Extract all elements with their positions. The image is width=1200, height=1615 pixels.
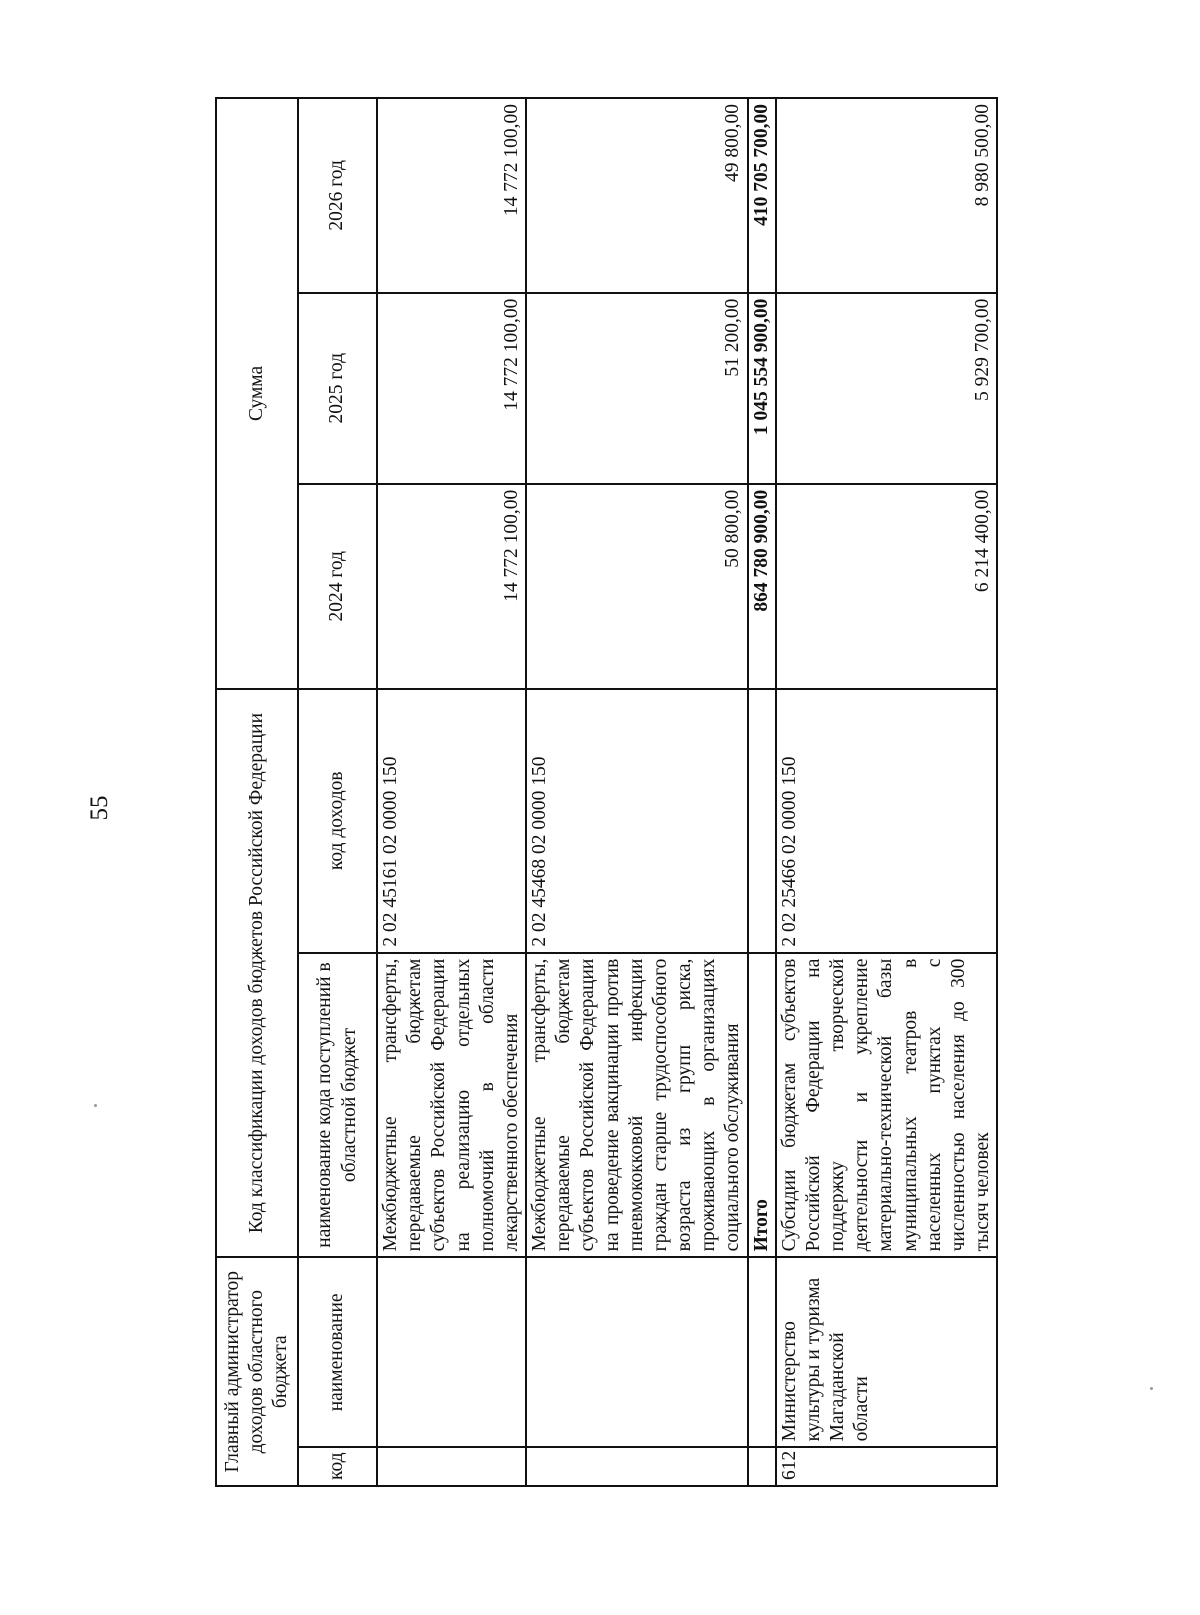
header-admin-code: код bbox=[298, 1447, 377, 1486]
cell-income-code bbox=[748, 689, 776, 953]
header-classification-group: Код классификации доходов бюджетов Российской Федерации bbox=[216, 689, 298, 1258]
total-value-2025: 1 045 554 900,00 bbox=[748, 293, 776, 484]
cell-value-2024: 14 772 100,00 bbox=[377, 484, 526, 689]
budget-income-table bbox=[215, 97, 998, 1487]
header-row-groups bbox=[216, 98, 298, 1486]
total-value-2026: 410 705 700,00 bbox=[748, 98, 776, 293]
header-sum-group: Сумма bbox=[216, 98, 298, 689]
cell-income-code: 2 02 25466 02 0000 150 bbox=[776, 689, 998, 953]
total-value-2024: 864 780 900,00 bbox=[748, 484, 776, 689]
page-number: 55 bbox=[86, 795, 113, 821]
total-row bbox=[748, 98, 776, 1486]
header-year-2026: 2026 год bbox=[298, 98, 377, 293]
cell-value-2026: 8 980 500,00 bbox=[776, 98, 998, 293]
cell-admin-name bbox=[377, 1257, 526, 1447]
header-income-name: наименование кода поступлений в областной бюджет bbox=[298, 953, 377, 1258]
scan-speck bbox=[94, 1104, 97, 1107]
cell-income-name: Межбюджетные трансферты, передаваемые бюджетам субъектов Российской Федерации на реализацию отдельных полномочий в области лекарственного обеспечения bbox=[377, 953, 526, 1258]
cell-value-2026: 49 800,00 bbox=[526, 98, 748, 293]
cell-admin-code bbox=[377, 1447, 526, 1486]
rotated-page-content bbox=[215, 97, 1001, 1487]
cell-admin-code bbox=[748, 1447, 776, 1486]
cell-income-code: 2 02 45468 02 0000 150 bbox=[526, 689, 748, 953]
header-admin-name: наименование bbox=[298, 1257, 377, 1447]
cell-income-code: 2 02 45161 02 0000 150 bbox=[377, 689, 526, 953]
table-row bbox=[377, 98, 526, 1486]
cell-admin-name bbox=[748, 1257, 776, 1447]
header-year-2025: 2025 год bbox=[298, 293, 377, 484]
scan-speck bbox=[1150, 1387, 1153, 1390]
cell-admin-code: 612 bbox=[776, 1447, 998, 1486]
header-income-code: код доходов bbox=[298, 689, 377, 953]
cell-value-2024: 50 800,00 bbox=[526, 484, 748, 689]
cell-admin-name: Министерство культуры и туризма Магаданской области bbox=[776, 1257, 998, 1447]
cell-value-2025: 14 772 100,00 bbox=[377, 293, 526, 484]
cell-admin-name bbox=[526, 1257, 748, 1447]
header-admin-group: Главный администратор доходов областного бюджета bbox=[216, 1257, 298, 1486]
cell-income-name: Межбюджетные трансферты, передаваемые бюджетам субъектов Российской Федерации на проведение вакцинации против пневмококковой инфекции граждан старше трудоспособного возраста из групп риска, проживающих в организациях социального обслуживания bbox=[526, 953, 748, 1258]
cell-value-2025: 51 200,00 bbox=[526, 293, 748, 484]
cell-value-2024: 6 214 400,00 bbox=[776, 484, 998, 689]
cell-admin-code bbox=[526, 1447, 748, 1486]
header-year-2024: 2024 год bbox=[298, 484, 377, 689]
table-row bbox=[776, 98, 998, 1486]
table-row bbox=[526, 98, 748, 1486]
total-label: Итого bbox=[748, 953, 776, 1258]
cell-value-2025: 5 929 700,00 bbox=[776, 293, 998, 484]
cell-value-2026: 14 772 100,00 bbox=[377, 98, 526, 293]
cell-income-name: Субсидии бюджетам субъектов Российской Федерации на поддержку творческой деятельности и укрепление материально-технической базы муниципальных театров в населенных пунктах с численностью населения до 300 тысяч человек bbox=[776, 953, 998, 1258]
header-row-columns bbox=[298, 98, 377, 1486]
